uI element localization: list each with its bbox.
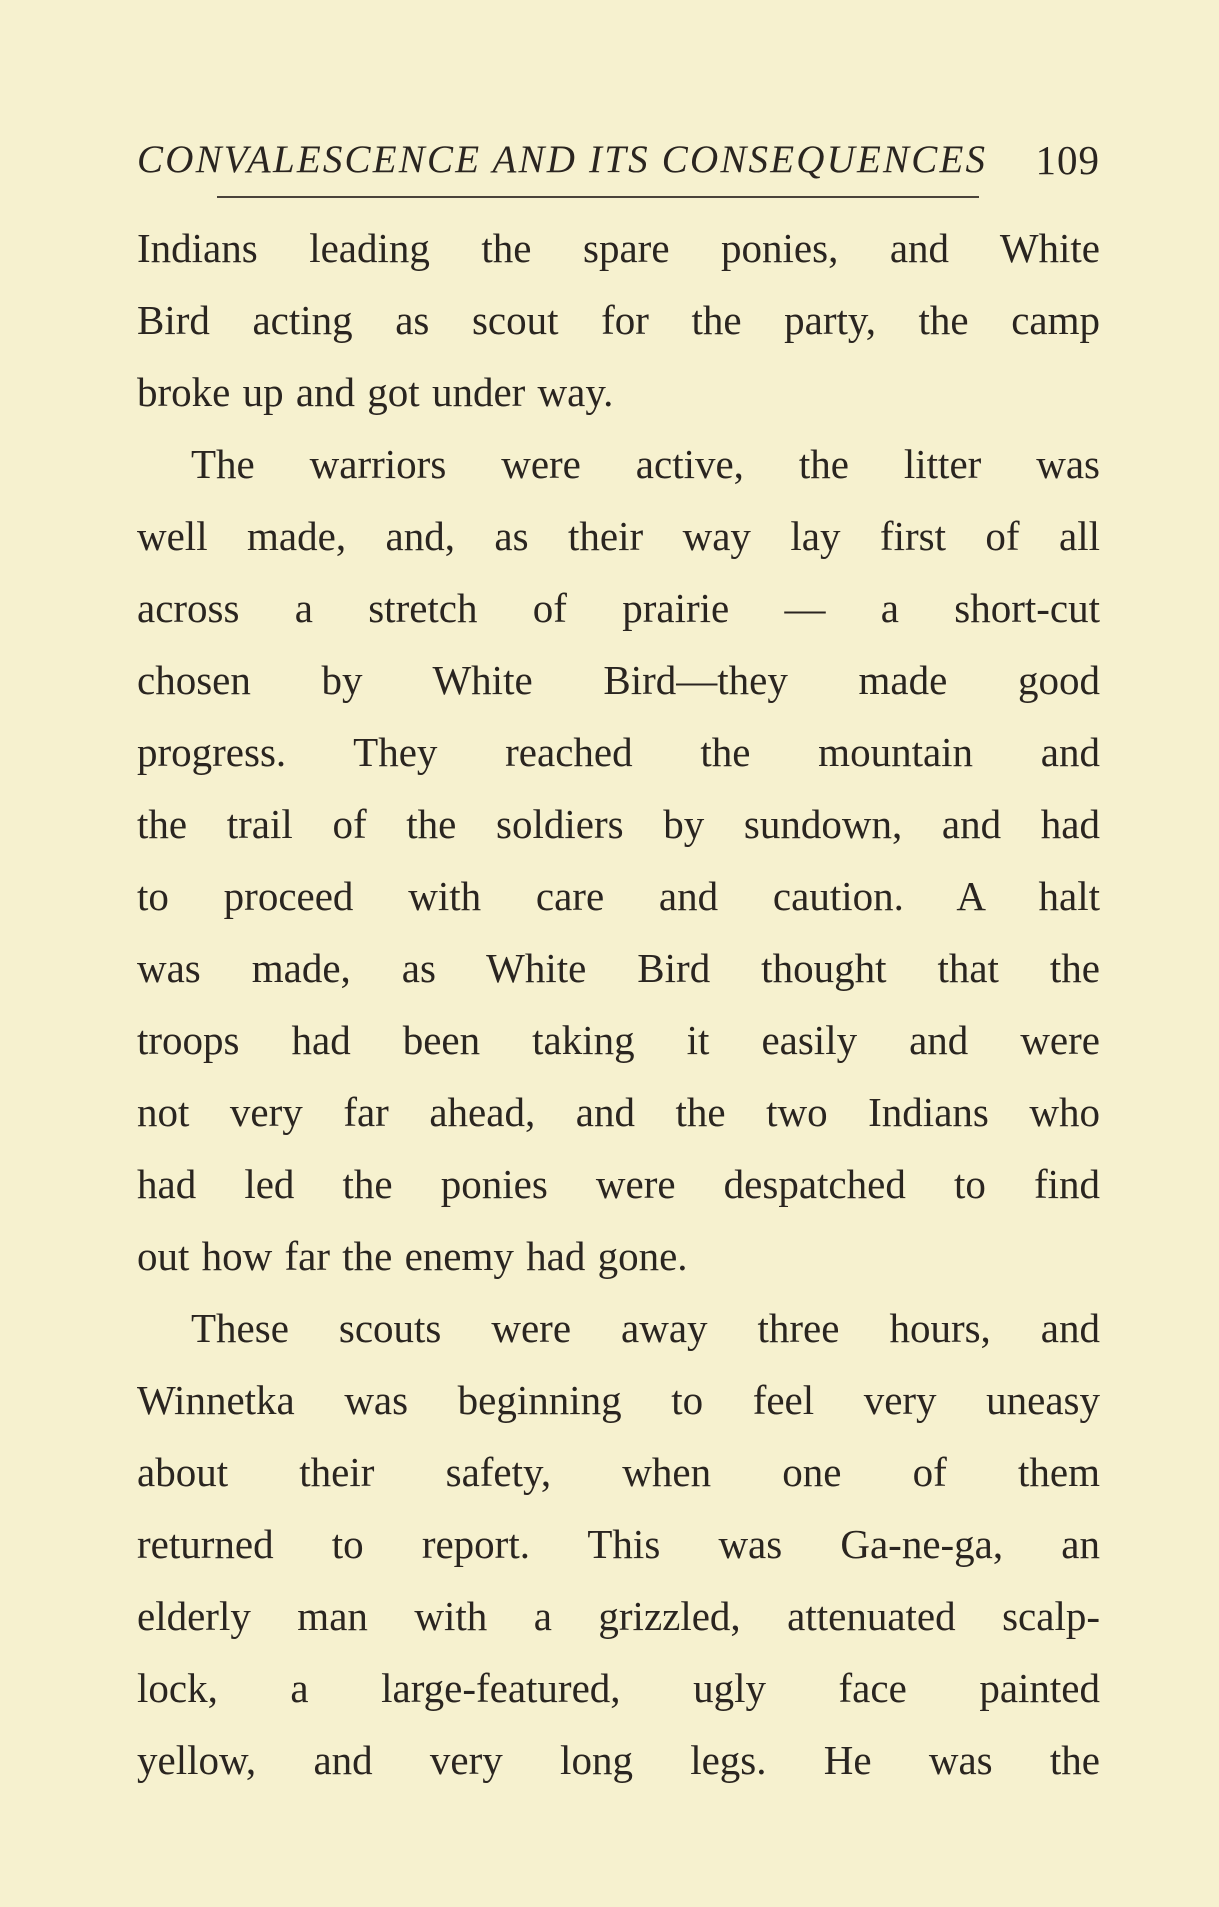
text-line: lock, a large-featured, ugly face painted xyxy=(137,1665,1100,1711)
text-line: progress. They reached the mountain and xyxy=(137,729,1100,775)
text-line: had led the ponies were despatched to find xyxy=(137,1161,1100,1207)
text-line: was made, as White Bird thought that the xyxy=(137,945,1100,991)
running-head xyxy=(137,132,1100,188)
text-line: Bird acting as scout for the party, the camp xyxy=(137,297,1100,343)
text-line: about their safety, when one of them xyxy=(137,1449,1100,1495)
page-number: 109 xyxy=(1035,137,1100,183)
text-line: out how far the enemy had gone. xyxy=(137,1233,688,1279)
text-line: the trail of the soldiers by sundown, and had xyxy=(137,801,1100,847)
text-line: well made, and, as their way lay first of all xyxy=(137,513,1100,559)
text-line: to proceed with care and caution. A halt xyxy=(137,873,1100,919)
text-line: chosen by White Bird—they made good xyxy=(137,657,1100,703)
header-rule xyxy=(217,196,979,198)
text-line: Indians leading the spare ponies, and White xyxy=(137,225,1100,271)
text-line: Winnetka was beginning to feel very uneasy xyxy=(137,1377,1100,1423)
running-title: CONVALESCENCE AND ITS CONSEQUENCES xyxy=(137,138,988,181)
text-line: returned to report. This was Ga-ne-ga, an xyxy=(137,1521,1100,1567)
text-line: These scouts were away three hours, and xyxy=(191,1305,1100,1351)
text-line: across a stretch of prairie — a short-cut xyxy=(137,585,1100,631)
text-line: The warriors were active, the litter was xyxy=(191,441,1100,487)
body-text xyxy=(137,212,1100,1796)
text-line: not very far ahead, and the two Indians who xyxy=(137,1089,1100,1135)
text-line: broke up and got under way. xyxy=(137,369,614,415)
text-line: yellow, and very long legs. He was the xyxy=(137,1737,1100,1783)
text-line: elderly man with a grizzled, attenuated scalp- xyxy=(137,1593,1100,1639)
text-line: troops had been taking it easily and were xyxy=(137,1017,1100,1063)
